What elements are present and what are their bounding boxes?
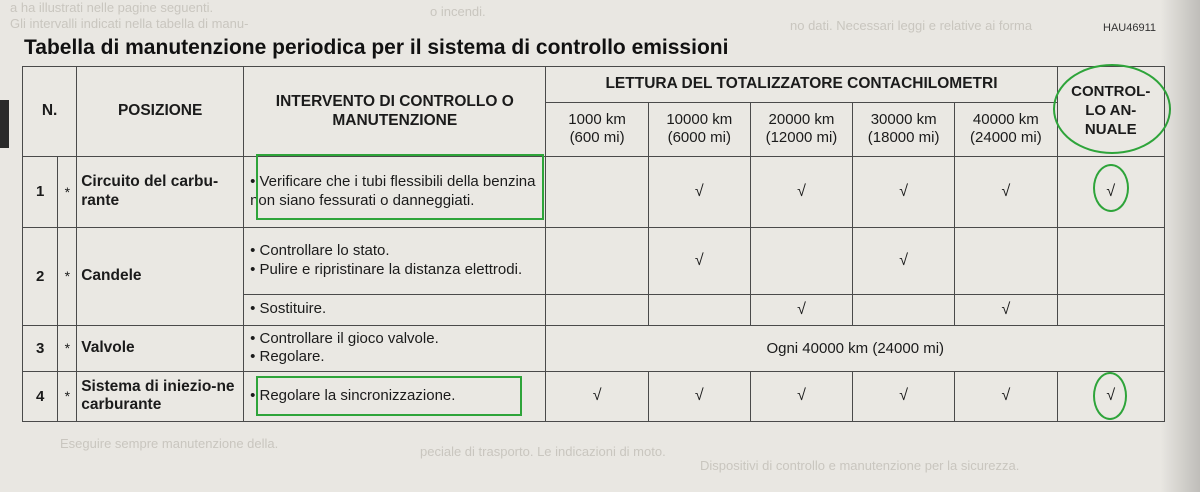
bleed-through-text: Eseguire sempre manutenzione della.: [60, 436, 279, 451]
row-position: Circuito del carbu-rante: [77, 156, 244, 227]
row-number: 2: [23, 227, 58, 325]
check-cell: √: [1057, 371, 1165, 421]
row-number: 3: [23, 325, 58, 371]
check-cell: √: [648, 227, 750, 294]
check-cell: [955, 227, 1057, 294]
row-position: Valvole: [77, 325, 244, 371]
row-number: 4: [23, 371, 58, 421]
check-cell: √: [853, 156, 955, 227]
row-action: • Controllare lo stato. • Pulire e ripristinare la distanza elettrodi.: [244, 227, 546, 294]
check-cell: √: [955, 156, 1057, 227]
table-row: [23, 325, 1165, 371]
check-cell: [546, 156, 648, 227]
table-row: [23, 156, 1165, 227]
check-cell: √: [853, 227, 955, 294]
check-cell: √: [648, 156, 750, 227]
page-edge-shadow: [1160, 0, 1200, 492]
row-asterisk: *: [58, 325, 77, 371]
row-position: Sistema di iniezio-ne carburante: [77, 371, 244, 421]
header-intervention: INTERVENTO DI CONTROLLO O MANUTENZIONE: [244, 67, 546, 157]
check-cell: [546, 294, 648, 325]
check-cell: [648, 294, 750, 325]
check-cell: [853, 294, 955, 325]
row-action: • Verificare che i tubi flessibili della benzina non siano fessurati o danneggiati.: [244, 156, 546, 227]
bleed-through-text: Dispositivi di controllo e manutenzione per la sicurezza.: [700, 458, 1020, 473]
table-row: [23, 227, 1165, 294]
maintenance-table: [22, 66, 1165, 422]
check-cell: √: [955, 371, 1057, 421]
check-cell: [750, 227, 852, 294]
check-cell: √: [648, 371, 750, 421]
document-code: HAU46911: [1103, 22, 1156, 34]
check-cell: √: [1057, 156, 1165, 227]
header-km-1000: 1000 km (600 mi): [546, 102, 648, 156]
page-title: Tabella di manutenzione periodica per il sistema di controllo emissioni: [24, 36, 729, 59]
check-cell: √: [853, 371, 955, 421]
header-km-40000: 40000 km (24000 mi): [955, 102, 1057, 156]
bleed-through-text: a ha illustrati nelle pagine seguenti.: [10, 0, 214, 15]
check-cell: √: [546, 371, 648, 421]
bleed-through-text: peciale di trasporto. Le indicazioni di moto.: [420, 444, 666, 459]
header-km-10000: 10000 km (6000 mi): [648, 102, 750, 156]
check-cell: √: [955, 294, 1057, 325]
bleed-through-text: o incendi.: [430, 4, 486, 19]
section-tab-mark: [0, 100, 9, 148]
row-number: 1: [23, 156, 58, 227]
interval-note: Ogni 40000 km (24000 mi): [546, 325, 1165, 371]
header-km-20000: 20000 km (12000 mi): [750, 102, 852, 156]
header-odometer: LETTURA DEL TOTALIZZATORE CONTACHILOMETRI: [546, 67, 1057, 103]
row-asterisk: *: [58, 227, 77, 325]
row-action: • Regolare la sincronizzazione.: [244, 371, 546, 421]
header-km-30000: 30000 km (18000 mi): [853, 102, 955, 156]
row-action: • Controllare il gioco valvole. • Regolare.: [244, 325, 546, 371]
header-annual-check: CONTROL-LO AN-NUALE: [1057, 67, 1165, 157]
row-position: Candele: [77, 227, 244, 325]
header-position: POSIZIONE: [77, 67, 244, 157]
row-action: • Sostituire.: [244, 294, 546, 325]
check-cell: √: [750, 294, 852, 325]
bleed-through-text: Gli intervalli indicati nella tabella di manu-: [10, 16, 249, 31]
bleed-through-text: no dati. Necessari leggi e relative ai forma: [790, 18, 1033, 33]
check-cell: [1057, 227, 1165, 294]
check-cell: √: [750, 371, 852, 421]
header-number: N.: [23, 67, 77, 157]
table-row: [23, 371, 1165, 421]
check-cell: [546, 227, 648, 294]
row-asterisk: *: [58, 371, 77, 421]
row-asterisk: *: [58, 156, 77, 227]
check-cell: √: [750, 156, 852, 227]
check-cell: [1057, 294, 1165, 325]
